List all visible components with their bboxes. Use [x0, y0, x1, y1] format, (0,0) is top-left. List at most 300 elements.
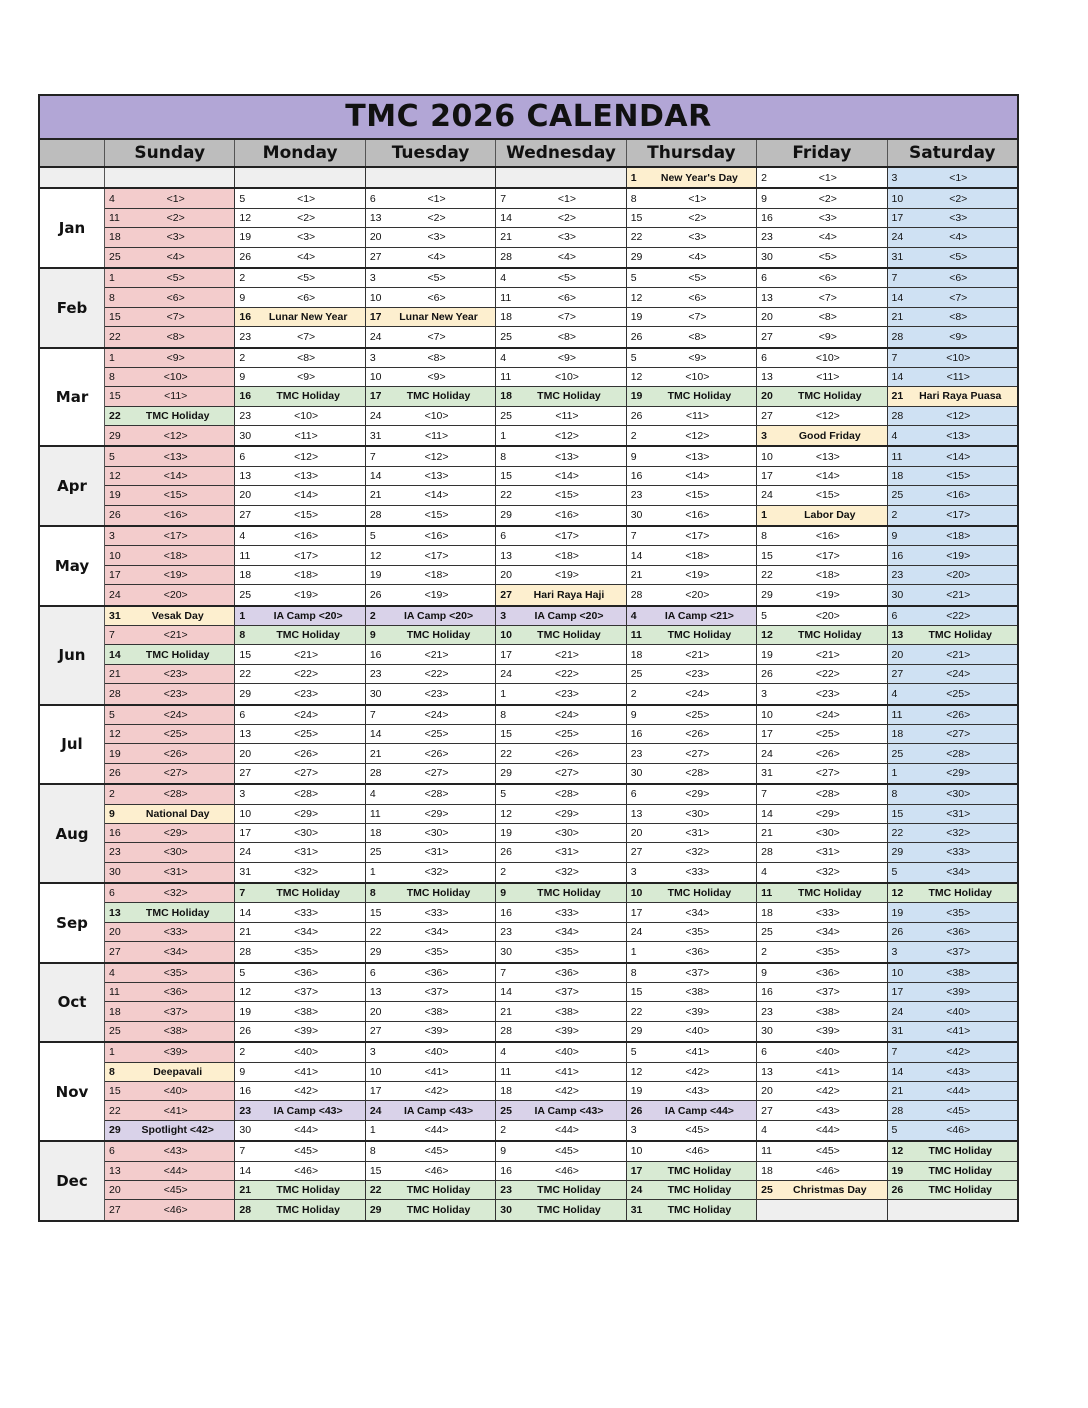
day-number: 4	[891, 429, 898, 442]
week-number: <6>	[818, 272, 837, 285]
week-number: <33>	[946, 846, 971, 859]
day-cell	[888, 1181, 1017, 1199]
event-label: IA Camp <43>	[534, 1104, 604, 1117]
day-number: 5	[109, 450, 115, 463]
week-number: <1>	[949, 171, 968, 184]
day-cell	[888, 645, 1017, 663]
week-row	[105, 387, 1017, 406]
week-number: <33>	[163, 926, 188, 939]
day-number: 23	[630, 747, 643, 760]
week-number: <8>	[949, 310, 968, 323]
week-number: <42>	[424, 1085, 449, 1098]
day-cell	[888, 684, 1017, 703]
day-cell	[888, 349, 1017, 367]
day-cell	[627, 288, 757, 306]
week-number: <27>	[555, 767, 579, 780]
day-number: 14	[891, 371, 904, 384]
day-cell	[496, 506, 626, 525]
day-number: 29	[109, 1124, 121, 1137]
week-number: <4>	[949, 231, 968, 244]
day-number: 18	[109, 231, 121, 244]
day-cell	[757, 407, 887, 425]
day-number: 7	[239, 887, 246, 900]
event-label: TMC Holiday	[406, 1204, 471, 1216]
week-number: <25>	[163, 728, 188, 741]
week-number: <7>	[297, 330, 316, 343]
week-number: <7>	[818, 291, 837, 304]
day-number: 13	[109, 906, 121, 919]
day-cell	[757, 863, 887, 882]
week-number: <19>	[424, 588, 449, 601]
day-number: 26	[630, 409, 643, 422]
week-number: <1>	[166, 192, 185, 205]
day-number: 26	[630, 330, 643, 343]
day-cell	[366, 744, 496, 762]
day-number: 29	[500, 509, 512, 522]
day-number: 31	[630, 1204, 643, 1216]
week-number: <6>	[166, 291, 185, 304]
day-cell	[105, 964, 235, 982]
month-label: Jul	[40, 706, 105, 784]
day-number: 16	[500, 1164, 512, 1177]
day-number: 7	[500, 192, 507, 205]
day-number: 19	[239, 1005, 252, 1018]
day-number: 14	[891, 1065, 904, 1078]
day-number: 20	[369, 231, 382, 244]
week-number: <11>	[685, 409, 709, 422]
day-number: 6	[369, 966, 376, 979]
day-number: 25	[891, 747, 904, 760]
day-number: 3	[891, 945, 898, 958]
day-number: 21	[891, 390, 904, 403]
day-number: 24	[239, 846, 252, 859]
day-cell	[496, 327, 626, 346]
day-cell	[235, 607, 365, 625]
day-cell	[757, 983, 887, 1001]
day-number: 21	[630, 569, 643, 581]
day-number: 26	[239, 1025, 252, 1038]
week-number: <45>	[294, 1145, 319, 1158]
day-number: 28	[239, 1204, 252, 1216]
day-cell	[366, 368, 496, 386]
day-number: 23	[369, 667, 382, 680]
day-cell	[757, 209, 887, 227]
day-cell	[496, 288, 626, 306]
week-number: <5>	[427, 272, 446, 285]
day-cell	[496, 168, 626, 187]
week-number: <13>	[424, 470, 449, 483]
day-cell	[235, 527, 365, 545]
week-number: <2>	[297, 211, 316, 224]
day-number: 21	[500, 231, 512, 244]
day-cell	[235, 983, 365, 1001]
week-number: <18>	[294, 569, 319, 581]
day-number: 12	[239, 986, 252, 999]
day-cell	[366, 983, 496, 1001]
day-number: 7	[369, 450, 376, 463]
day-number: 6	[109, 1145, 115, 1158]
day-number: 25	[630, 667, 643, 680]
day-cell	[888, 805, 1017, 823]
day-cell	[496, 744, 626, 762]
week-number: <28>	[946, 747, 971, 760]
day-cell	[105, 387, 235, 405]
day-number: 9	[239, 291, 246, 304]
week-number: <23>	[424, 687, 449, 700]
week-number: <29>	[163, 827, 188, 840]
month-block-nov	[40, 1043, 1017, 1142]
week-number: <24>	[555, 708, 579, 721]
day-number: 6	[761, 272, 767, 285]
day-number: 10	[500, 629, 512, 642]
day-cell	[757, 585, 887, 604]
day-number: 25	[500, 409, 512, 422]
day-cell	[496, 1181, 626, 1199]
day-cell	[496, 785, 626, 803]
day-number: 1	[369, 1124, 376, 1137]
day-cell	[627, 824, 757, 842]
day-number: 15	[500, 728, 512, 741]
day-number: 12	[109, 728, 121, 741]
day-cell	[627, 269, 757, 287]
week-number: <30>	[815, 827, 840, 840]
day-number: 17	[630, 1164, 643, 1177]
week-number: <22>	[294, 667, 319, 680]
day-cell	[105, 269, 235, 287]
day-cell	[496, 1022, 626, 1041]
day-number: 11	[500, 1065, 512, 1078]
day-cell	[888, 1162, 1017, 1180]
day-cell	[627, 903, 757, 921]
week-number: <36>	[163, 986, 188, 999]
day-number: 24	[369, 1104, 382, 1117]
day-number: 21	[109, 667, 121, 680]
day-number: 4	[369, 788, 376, 801]
day-number: 3	[369, 1046, 376, 1059]
week-number: <37>	[163, 1005, 188, 1018]
week-number: <30>	[424, 827, 449, 840]
day-header-saturday: Saturday	[908, 143, 996, 163]
day-cell	[757, 1162, 887, 1180]
week-number: <25>	[685, 708, 710, 721]
day-cell	[627, 607, 757, 625]
day-cell	[235, 1101, 365, 1119]
week-number: <22>	[946, 609, 971, 622]
day-number: 14	[239, 1164, 252, 1177]
day-cell	[627, 863, 757, 882]
day-cell	[627, 884, 757, 902]
day-cell	[235, 566, 365, 584]
week-number: <6>	[297, 291, 316, 304]
week-row	[105, 1002, 1017, 1021]
day-cell	[757, 1101, 887, 1119]
calendar-table	[38, 94, 1019, 1222]
week-number: <21>	[815, 648, 840, 661]
day-cell	[235, 1181, 365, 1199]
day-cell	[757, 843, 887, 861]
week-number: <27>	[815, 767, 840, 780]
week-number: <41>	[946, 1025, 971, 1038]
week-number: <38>	[163, 1025, 188, 1038]
day-number: 8	[109, 291, 115, 304]
day-cell	[757, 308, 887, 326]
day-number: 27	[109, 945, 121, 958]
day-cell	[366, 645, 496, 663]
month-label: Feb	[40, 269, 105, 347]
day-number: 27	[761, 409, 773, 422]
day-cell	[757, 527, 887, 545]
day-number: 8	[630, 192, 637, 205]
day-number: 21	[891, 310, 904, 323]
day-number: 28	[369, 509, 382, 522]
day-cell	[496, 1043, 626, 1061]
week-number: <8>	[427, 351, 446, 364]
day-number: 1	[500, 687, 507, 700]
day-cell	[627, 665, 757, 683]
day-cell	[366, 407, 496, 425]
day-number: 4	[109, 192, 115, 205]
day-cell	[627, 506, 757, 525]
day-cell	[496, 884, 626, 902]
week-number: <43>	[946, 1065, 971, 1078]
week-number: <8>	[818, 310, 837, 323]
day-number: 2	[761, 171, 767, 184]
day-number: 27	[761, 1104, 773, 1117]
day-number: 7	[630, 530, 637, 543]
day-number: 13	[761, 371, 773, 384]
week-number: <28>	[424, 788, 449, 801]
week-number: <10>	[163, 371, 188, 384]
day-number: 11	[239, 549, 251, 562]
day-number: 15	[109, 310, 121, 323]
day-cell	[627, 744, 757, 762]
day-number: 4	[500, 272, 507, 285]
day-number: 30	[630, 509, 643, 522]
week-number: <44>	[946, 1085, 971, 1098]
day-number: 11	[369, 807, 381, 820]
week-number: <29>	[815, 807, 840, 820]
week-number: <12>	[294, 450, 319, 463]
week-number: <24>	[946, 667, 971, 680]
week-number: <23>	[555, 687, 579, 700]
day-number: 24	[630, 926, 643, 939]
day-number: 25	[500, 1104, 512, 1117]
week-number: <21>	[946, 648, 971, 661]
week-number: <8>	[297, 351, 316, 364]
day-number: 16	[630, 728, 643, 741]
week-number: <42>	[946, 1046, 971, 1059]
month-block-jan	[40, 189, 1017, 269]
week-number: <33>	[294, 906, 319, 919]
day-cell	[366, 785, 496, 803]
week-number: <13>	[163, 450, 188, 463]
day-number: 15	[109, 390, 121, 403]
day-number: 18	[369, 827, 382, 840]
week-number: <25>	[294, 728, 319, 741]
day-number: 4	[109, 966, 115, 979]
week-number: <40>	[163, 1085, 188, 1098]
day-cell	[105, 209, 235, 227]
day-number: 9	[500, 1145, 507, 1158]
day-cell	[888, 189, 1017, 207]
day-number: 16	[369, 648, 382, 661]
day-cell	[757, 824, 887, 842]
week-number: <30>	[163, 846, 188, 859]
day-cell	[105, 189, 235, 207]
day-number: 15	[630, 211, 643, 224]
day-number: 9	[369, 629, 376, 642]
week-row	[105, 1082, 1017, 1101]
day-cell	[235, 1022, 365, 1041]
week-row	[105, 189, 1017, 208]
day-cell	[757, 1121, 887, 1140]
day-header-tuesday: Tuesday	[366, 140, 496, 166]
day-cell	[235, 725, 365, 743]
week-number: <32>	[685, 846, 710, 859]
day-number: 19	[630, 310, 643, 323]
day-number: 30	[761, 1025, 773, 1038]
day-number: 7	[369, 708, 376, 721]
day-cell	[888, 764, 1017, 783]
week-number: <20>	[946, 569, 971, 581]
day-number: 26	[109, 509, 121, 522]
day-number: 26	[239, 251, 252, 264]
day-number: 11	[500, 291, 512, 304]
week-row	[105, 923, 1017, 942]
day-cell	[366, 843, 496, 861]
week-number: <12>	[424, 450, 449, 463]
day-number: 5	[891, 866, 898, 879]
day-number: 21	[761, 827, 773, 840]
week-number: <38>	[946, 966, 971, 979]
week-number: <30>	[946, 788, 971, 801]
week-number: <43>	[685, 1085, 710, 1098]
day-cell	[366, 209, 496, 227]
day-cell	[496, 665, 626, 683]
event-label: TMC Holiday	[276, 1204, 340, 1216]
day-cell	[235, 189, 365, 207]
day-number: 13	[369, 986, 382, 999]
month-block-feb	[40, 269, 1017, 349]
day-number: 8	[369, 1145, 376, 1158]
day-cell	[888, 467, 1017, 485]
day-cell	[757, 447, 887, 465]
event-label: IA Camp <44>	[664, 1104, 734, 1117]
event-label: TMC Holiday	[928, 1164, 993, 1177]
event-label: TMC Holiday	[667, 1204, 732, 1216]
day-cell	[757, 426, 887, 445]
day-cell	[757, 665, 887, 683]
week-number: <9>	[427, 371, 446, 384]
week-number: <41>	[424, 1065, 449, 1078]
day-cell	[496, 407, 626, 425]
day-number: 9	[761, 966, 767, 979]
day-cell	[757, 387, 887, 405]
week-number: <28>	[294, 788, 319, 801]
week-number: <17>	[685, 530, 710, 543]
day-cell	[757, 645, 887, 663]
week-number: <37>	[424, 986, 449, 999]
day-number: 17	[239, 827, 252, 840]
day-cell	[366, 228, 496, 246]
week-number: <1>	[427, 192, 446, 205]
week-number: <42>	[685, 1065, 710, 1078]
day-cell	[105, 645, 235, 663]
week-number: <6>	[427, 291, 446, 304]
day-number: 13	[369, 211, 382, 224]
month-label: Mar	[40, 349, 105, 446]
week-number: <12>	[555, 429, 579, 442]
week-number: <40>	[815, 1046, 840, 1059]
week-number: <34>	[815, 926, 840, 939]
week-number: <41>	[815, 1065, 840, 1078]
day-cell	[627, 983, 757, 1001]
day-number: 17	[761, 470, 773, 483]
week-number: <35>	[815, 945, 840, 958]
week-row	[105, 349, 1017, 368]
day-number: 21	[500, 1005, 512, 1018]
day-cell	[627, 308, 757, 326]
day-number: 26	[109, 767, 121, 780]
day-number: 26	[891, 1184, 904, 1197]
week-number: <7>	[166, 310, 185, 323]
day-cell	[366, 1121, 496, 1140]
day-number: 22	[500, 489, 512, 502]
day-cell	[888, 785, 1017, 803]
week-number: <45>	[163, 1184, 188, 1197]
day-cell	[888, 983, 1017, 1001]
day-cell	[105, 843, 235, 861]
day-cell	[366, 1200, 496, 1219]
day-number: 23	[109, 846, 121, 859]
day-cell	[235, 1082, 365, 1100]
week-row	[105, 1142, 1017, 1161]
day-number: 27	[891, 667, 904, 680]
week-number: <24>	[163, 708, 188, 721]
day-cell	[757, 1200, 887, 1219]
day-cell	[235, 684, 365, 703]
event-label: TMC Holiday	[928, 1184, 993, 1197]
day-number: 19	[500, 827, 512, 840]
week-number: <38>	[815, 1005, 840, 1018]
week-number: <13>	[685, 450, 710, 463]
week-number: <22>	[815, 667, 840, 680]
day-cell	[888, 387, 1017, 405]
week-number: <43>	[815, 1104, 840, 1117]
day-cell	[496, 764, 626, 783]
weekday-header-row	[40, 140, 1017, 168]
week-number: <37>	[685, 966, 710, 979]
week-number: <13>	[294, 470, 319, 483]
event-label: TMC Holiday	[667, 1184, 732, 1197]
week-number: <13>	[946, 429, 971, 442]
day-number: 29	[761, 588, 773, 601]
day-cell	[105, 248, 235, 267]
event-label: TMC Holiday	[145, 409, 210, 422]
week-number: <17>	[294, 549, 319, 562]
day-cell	[496, 228, 626, 246]
month-block-dec	[40, 1142, 1017, 1220]
day-cell	[757, 684, 887, 703]
day-number: 11	[109, 986, 120, 999]
day-number: 3	[369, 272, 376, 285]
day-number: 29	[891, 846, 904, 859]
day-number: 16	[630, 470, 643, 483]
event-label: TMC Holiday	[537, 1204, 601, 1216]
week-number: <44>	[555, 1124, 579, 1137]
day-cell	[366, 269, 496, 287]
day-number: 22	[630, 1005, 643, 1018]
